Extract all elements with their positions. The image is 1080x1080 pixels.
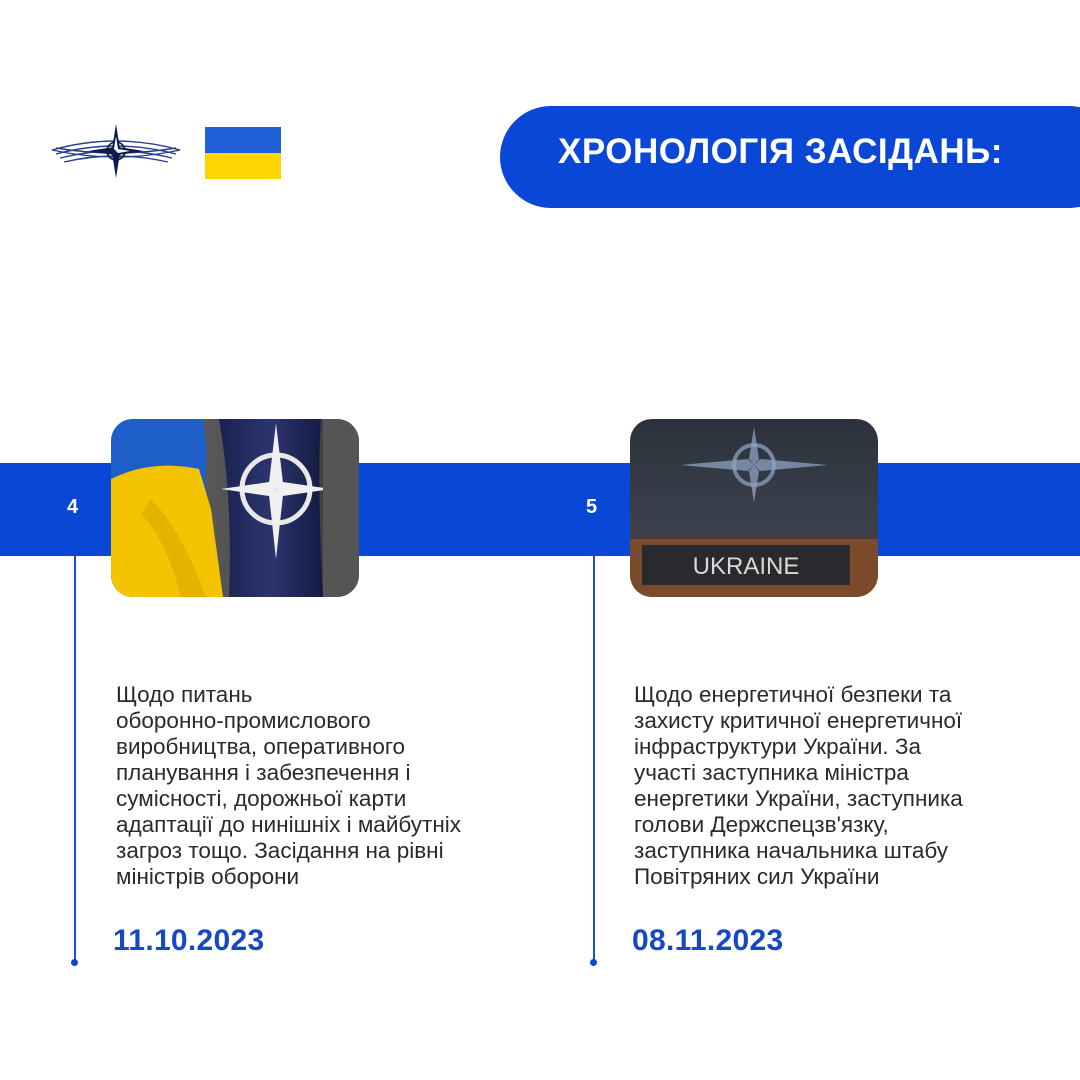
timeline-description: Щодо енергетичної безпеки та захисту критичної енергетичної інфраструктури України. За участі заступника міністра енергетики України, заступника голови Держспецзв'язку, заступника начальника штабу Повітряних сил України [634, 682, 963, 889]
timeline-line [593, 556, 595, 962]
timeline-description: Щодо питань оборонно-промислового виробництва, оперативного планування і забезпечення і сумісності, дорожньої карти адаптації до нинішніх і майбутніх загроз тощо. Засідання на рівні міністрів оборони [116, 682, 462, 889]
timeline-line [74, 556, 76, 962]
timeline-dot [71, 959, 78, 966]
ukraine-and-nato-flags-photo [111, 419, 359, 597]
timeline-number: 4 [67, 496, 79, 518]
ukraine-flag-icon [205, 127, 281, 179]
nameplate-text: UKRAINE [692, 553, 800, 580]
timeline-date: 11.10.2023 [113, 924, 265, 957]
ukraine-nameplate-nato-hall-photo [630, 419, 878, 597]
timeline-number: 5 [586, 496, 598, 518]
timeline-date: 08.11.2023 [632, 924, 784, 957]
timeline-dot [590, 959, 597, 966]
nato-pa-logo-icon [48, 122, 184, 180]
page-title: ХРОНОЛОГІЯ ЗАСІДАНЬ: [558, 132, 1003, 171]
